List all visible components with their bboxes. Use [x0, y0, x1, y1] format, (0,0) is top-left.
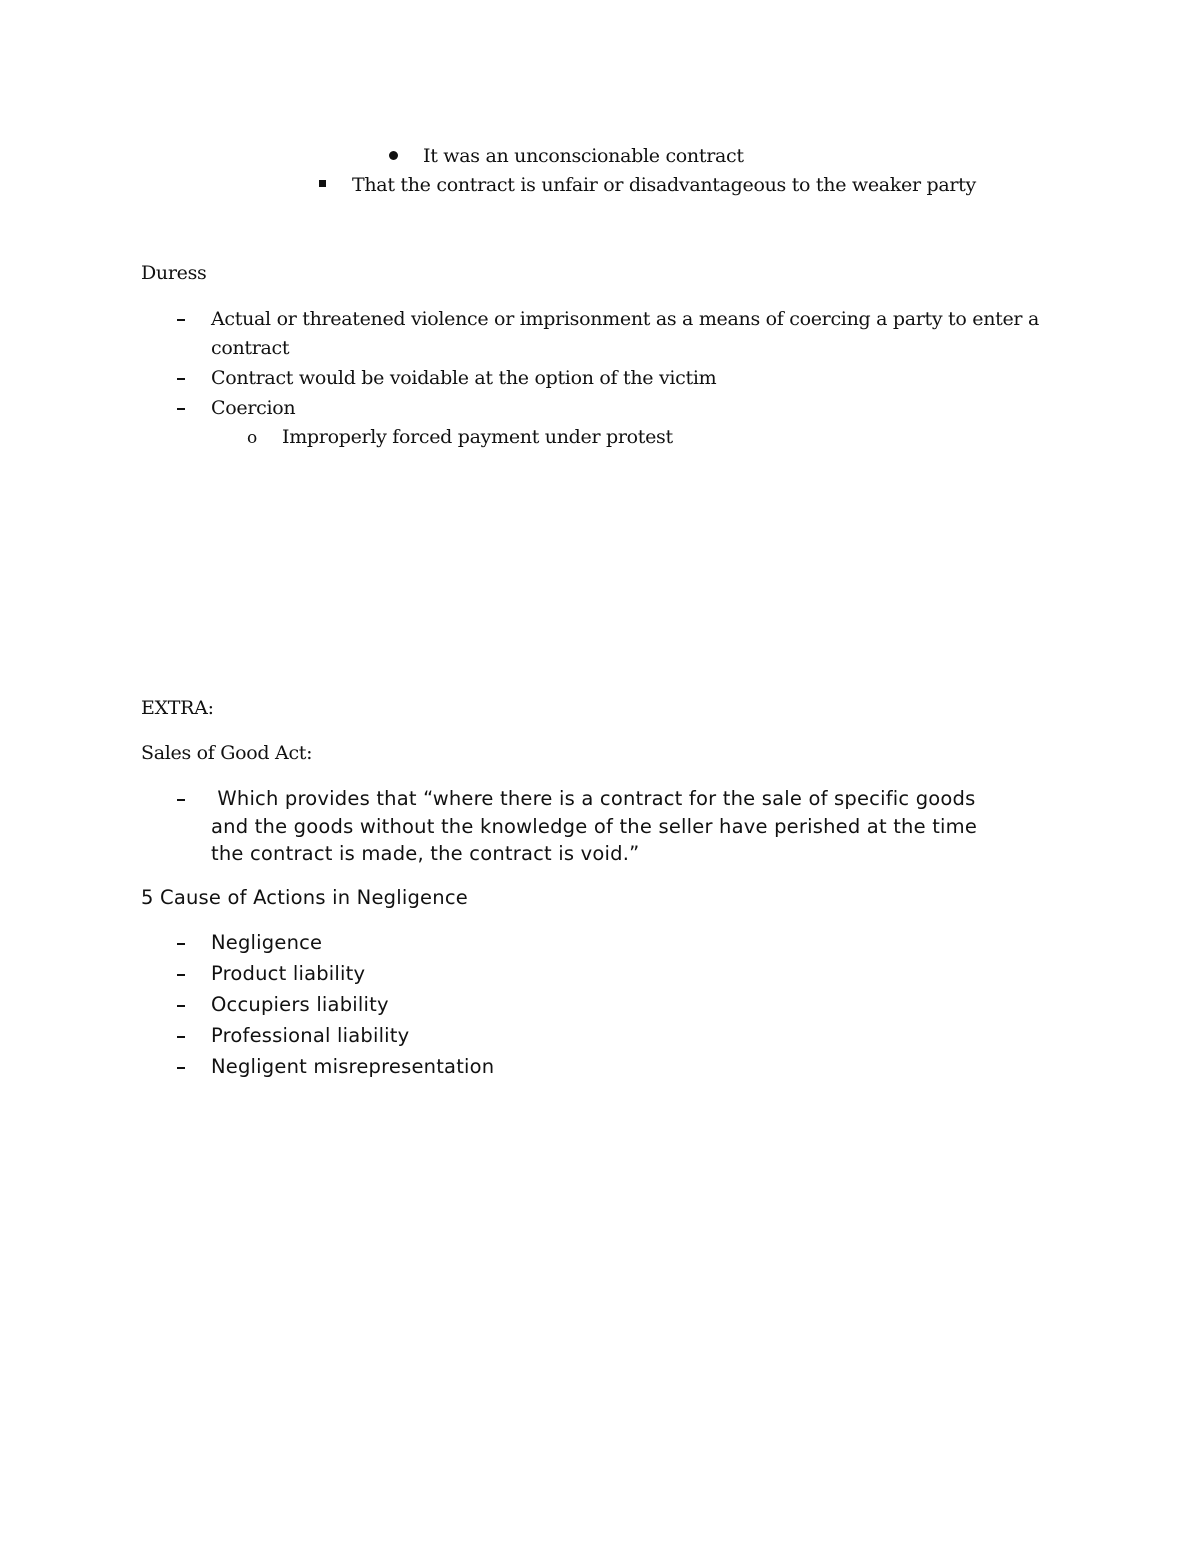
- filled-circle-bullet-icon: [389, 151, 398, 160]
- dash-bullet-icon: [177, 974, 185, 976]
- hollow-o-bullet-icon: o: [247, 428, 258, 448]
- extra-heading: EXTRA:: [141, 697, 214, 719]
- duress-item-violence: Actual or threatened violence or imprisonment as a means of coercing a party to enter a: [211, 308, 1039, 330]
- sales-quote-line-2: and the goods without the knowledge of the seller have perished at the time: [211, 815, 978, 838]
- sales-quote-line-1: Which provides that “where there is a contract for the sale of specific goods: [211, 787, 976, 810]
- duress-item-coercion: Coercion: [211, 397, 296, 419]
- dash-bullet-icon: [177, 943, 185, 945]
- dash-bullet-icon: [177, 1005, 185, 1007]
- duress-item-violence-cont: contract: [211, 337, 290, 359]
- negligence-item: Occupiers liability: [211, 993, 389, 1016]
- unfair-contract-item: That the contract is unfair or disadvantageous to the weaker party: [352, 174, 976, 196]
- negligence-item: Product liability: [211, 962, 366, 985]
- dash-bullet-icon: [177, 1036, 185, 1038]
- dash-bullet-icon: [177, 408, 185, 410]
- negligence-item: Professional liability: [211, 1024, 410, 1047]
- dash-bullet-icon: [177, 799, 185, 801]
- negligence-heading: 5 Cause of Actions in Negligence: [141, 886, 468, 909]
- dash-bullet-icon: [177, 1067, 185, 1069]
- duress-heading: Duress: [141, 262, 207, 284]
- coercion-sub-item: Improperly forced payment under protest: [282, 426, 673, 448]
- sales-of-goods-heading: Sales of Good Act:: [141, 742, 313, 764]
- square-bullet-icon: [319, 180, 326, 187]
- sales-quote-line-3: the contract is made, the contract is void.”: [211, 842, 640, 865]
- unconscionable-item: It was an unconscionable contract: [423, 145, 744, 167]
- dash-bullet-icon: [177, 378, 185, 380]
- dash-bullet-icon: [177, 319, 185, 321]
- duress-item-voidable: Contract would be voidable at the option of the victim: [211, 367, 717, 389]
- negligence-item: Negligent misrepresentation: [211, 1055, 495, 1078]
- negligence-item: Negligence: [211, 931, 323, 954]
